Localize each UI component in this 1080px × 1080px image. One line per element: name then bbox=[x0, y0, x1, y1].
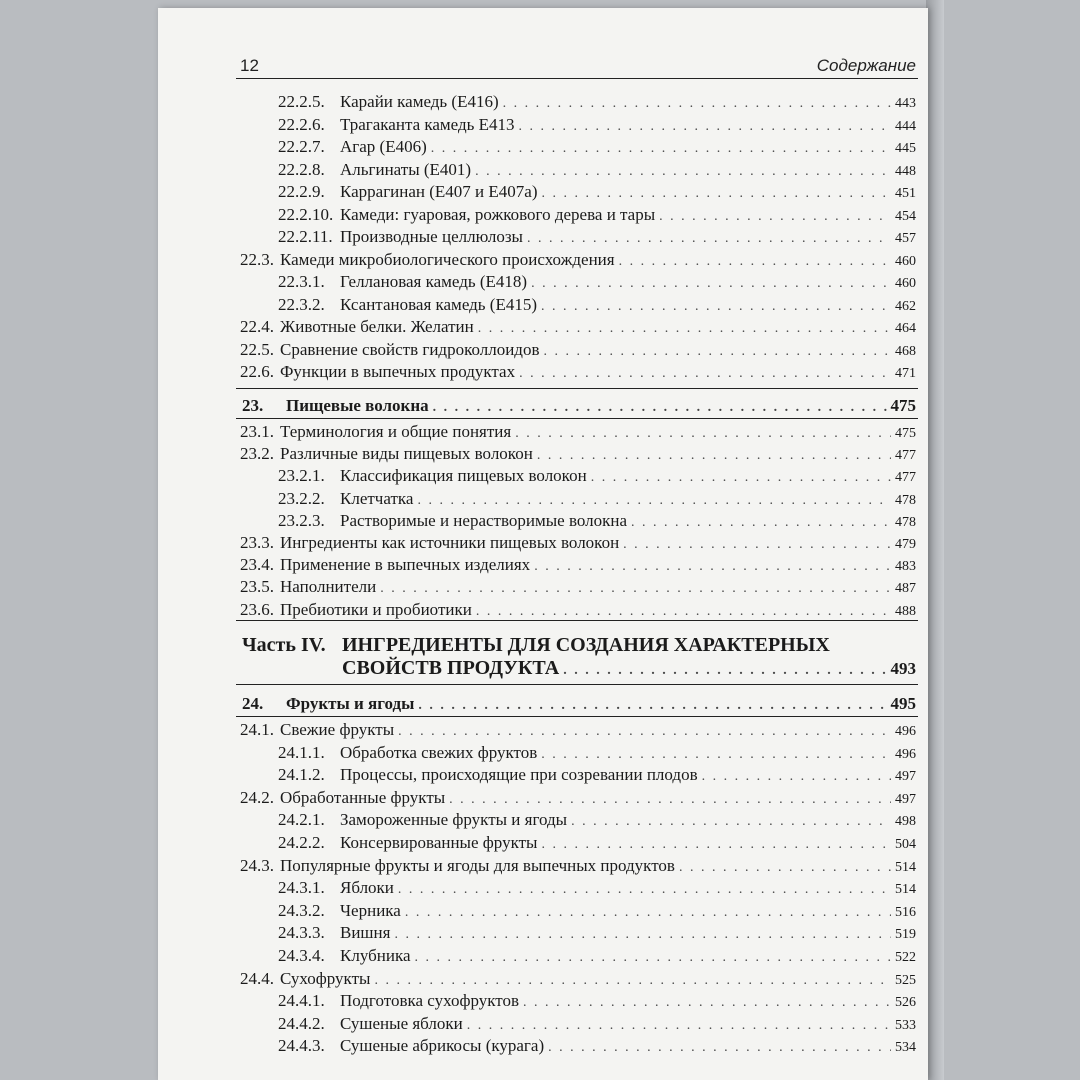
dot-leader bbox=[449, 790, 891, 810]
toc-entry-title: Функции в выпечных продуктах bbox=[280, 362, 516, 381]
toc-entry-title: Замороженные фрукты и ягоды bbox=[340, 810, 568, 830]
toc-entry-page: 516 bbox=[895, 904, 916, 920]
toc-subsection-row[interactable] bbox=[278, 765, 916, 787]
toc-entry-page: 497 bbox=[895, 769, 916, 785]
toc-entry-number: 22.3.1. bbox=[278, 272, 325, 291]
toc-section-row[interactable] bbox=[240, 340, 916, 362]
toc-entry-title: Камеди микробиологического происхождения bbox=[280, 249, 615, 269]
dot-leader bbox=[417, 491, 891, 511]
toc-entry-number: 24.1. bbox=[240, 720, 274, 739]
toc-entry-number: 24.1.1. bbox=[278, 742, 325, 762]
toc-entry-title: Альгинаты (Е401) bbox=[340, 159, 472, 179]
toc-entry-page: 504 bbox=[895, 837, 916, 852]
part-title-line1: ИНГРЕДИЕНТЫ ДЛЯ СОЗДАНИЯ ХАРАКТЕРНЫХ bbox=[342, 634, 830, 656]
toc-entry-title: Агар (Е406) bbox=[340, 137, 427, 156]
toc-entry-page: 460 bbox=[895, 253, 916, 269]
toc-entry-page: 487 bbox=[895, 581, 916, 597]
toc-subsection-row[interactable] bbox=[278, 160, 916, 182]
part-4-heading-line1[interactable] bbox=[242, 634, 830, 657]
toc-entry-number: 22.3.2. bbox=[278, 294, 325, 314]
toc-entry-page: 522 bbox=[895, 950, 916, 965]
running-title: Содержание bbox=[816, 56, 916, 75]
toc-entry-number: 23.3. bbox=[240, 533, 274, 552]
dot-leader bbox=[398, 880, 891, 900]
toc-entry-title: Сравнение свойств гидроколлоидов bbox=[280, 339, 540, 359]
toc-entry-title: Подготовка сухофруктов bbox=[340, 991, 520, 1011]
toc-entry-page: 525 bbox=[895, 972, 916, 988]
toc-entry-page: 533 bbox=[895, 1017, 916, 1033]
toc-section-row[interactable] bbox=[240, 600, 916, 622]
toc-subsection-row[interactable] bbox=[278, 946, 916, 968]
toc-entry-title: Растворимые и нерастворимые волокна bbox=[340, 510, 628, 530]
toc-entry-title: Производные целлюлозы bbox=[340, 227, 523, 246]
toc-entry-number: 24.2. bbox=[240, 787, 274, 807]
toc-entry-title: Черника bbox=[340, 900, 401, 920]
dot-leader bbox=[659, 207, 891, 227]
toc-subsection-row[interactable] bbox=[278, 810, 916, 832]
toc-section-row[interactable] bbox=[240, 250, 916, 272]
toc-entry-page: 483 bbox=[895, 559, 916, 575]
dot-leader bbox=[405, 903, 891, 923]
book-page bbox=[158, 8, 928, 1080]
toc-entry-page: 479 bbox=[895, 537, 916, 552]
toc-subsection-row[interactable] bbox=[278, 272, 916, 294]
toc-subsection-row[interactable] bbox=[278, 511, 916, 533]
dot-leader bbox=[563, 661, 886, 681]
chapter-number: 24. bbox=[242, 694, 264, 713]
chapter-number: 23. bbox=[242, 396, 264, 415]
toc-subsection-row[interactable] bbox=[278, 227, 916, 249]
toc-entry-number: 23.2.2. bbox=[278, 488, 325, 508]
toc-entry-page: 462 bbox=[895, 298, 916, 314]
toc-subsection-row[interactable] bbox=[278, 991, 916, 1013]
toc-entry-number: 24.3.2. bbox=[278, 900, 325, 920]
toc-subsection-row[interactable] bbox=[278, 137, 916, 159]
table-of-contents bbox=[158, 8, 928, 1080]
dot-leader bbox=[623, 535, 891, 555]
toc-entry-title: Камеди: гуаровая, рожкового дерева и тары bbox=[340, 204, 656, 224]
dot-leader bbox=[519, 117, 891, 137]
toc-subsection-row[interactable] bbox=[278, 489, 916, 511]
toc-entry-page: 478 bbox=[895, 492, 916, 508]
toc-entry-page: 460 bbox=[895, 276, 916, 291]
toc-entry-title: Консервированные фрукты bbox=[340, 833, 538, 852]
part-title-line2: СВОЙСТВ ПРОДУКТА bbox=[342, 657, 560, 679]
toc-entry-title: Наполнители bbox=[280, 577, 377, 597]
dot-leader bbox=[515, 424, 891, 444]
toc-subsection-row[interactable] bbox=[278, 901, 916, 923]
toc-entry-page: 496 bbox=[895, 724, 916, 739]
toc-entry-title: Пребиотики и пробиотики bbox=[280, 599, 472, 619]
toc-entry-number: 24.3.1. bbox=[278, 878, 325, 898]
toc-entry-number: 24.4.3. bbox=[278, 1036, 325, 1056]
toc-entry-number: 22.2.7. bbox=[278, 137, 325, 156]
toc-entry-number: 22.2.8. bbox=[278, 159, 325, 179]
toc-entry-page: 497 bbox=[895, 791, 916, 807]
dot-leader bbox=[503, 94, 891, 114]
dot-leader bbox=[541, 745, 891, 765]
chapter-24-bottom-rule bbox=[236, 716, 918, 717]
book-spine-edge bbox=[926, 0, 944, 1080]
toc-entry-title: Клубника bbox=[340, 946, 411, 965]
toc-entry-title: Популярные фрукты и ягоды для выпечных продуктов bbox=[280, 855, 675, 875]
toc-entry-title: Различные виды пищевых волокон bbox=[280, 444, 533, 464]
toc-subsection-row[interactable] bbox=[278, 1036, 916, 1058]
toc-section-row[interactable] bbox=[240, 856, 916, 878]
toc-entry-number: 23.2. bbox=[240, 444, 274, 464]
dot-leader bbox=[542, 184, 891, 204]
toc-entry-number: 24.4.1. bbox=[278, 991, 325, 1011]
toc-entry-page: 457 bbox=[895, 231, 916, 246]
toc-entry-title: Обработка свежих фруктов bbox=[340, 742, 538, 762]
toc-entry-page: 498 bbox=[895, 814, 916, 830]
dot-leader bbox=[433, 398, 887, 418]
dot-leader bbox=[398, 722, 891, 742]
toc-entry-title: Классификация пищевых волокон bbox=[340, 466, 587, 486]
toc-entry-number: 22.4. bbox=[240, 317, 274, 336]
toc-entry-number: 24.2.2. bbox=[278, 833, 325, 852]
toc-entry-number: 22.2.10. bbox=[278, 204, 334, 224]
toc-entry-page: 451 bbox=[895, 186, 916, 201]
toc-entry-title: Геллановая камедь (Е418) bbox=[340, 272, 528, 291]
toc-entry-title: Ксантановая камедь (Е415) bbox=[340, 294, 537, 314]
chapter-23-heading[interactable] bbox=[242, 396, 916, 418]
toc-entry-page: 448 bbox=[895, 163, 916, 179]
chapter-23-bottom-rule bbox=[236, 418, 918, 419]
dot-leader bbox=[394, 925, 891, 945]
dot-leader bbox=[467, 1016, 891, 1036]
part-4-bottom-rule bbox=[236, 684, 918, 685]
toc-entry-number: 23.4. bbox=[240, 555, 274, 575]
dot-leader bbox=[380, 579, 891, 599]
toc-entry-number: 24.4.2. bbox=[278, 1013, 325, 1033]
chapter-page: 475 bbox=[890, 396, 916, 415]
toc-entry-number: 22.6. bbox=[240, 362, 274, 381]
toc-subsection-row[interactable] bbox=[278, 115, 916, 137]
dot-leader bbox=[619, 252, 891, 272]
toc-entry-page: 488 bbox=[895, 603, 916, 619]
page-number: 12 bbox=[240, 56, 259, 75]
chapter-23-top-rule bbox=[236, 388, 918, 389]
dot-leader bbox=[431, 139, 891, 159]
toc-entry-number: 24.2.1. bbox=[278, 810, 325, 830]
toc-entry-number: 23.6. bbox=[240, 599, 274, 619]
toc-section-row[interactable] bbox=[240, 577, 916, 599]
toc-section-row[interactable] bbox=[240, 788, 916, 810]
toc-section-row[interactable] bbox=[240, 422, 916, 444]
toc-entry-page: 471 bbox=[895, 366, 916, 381]
toc-section-row[interactable] bbox=[240, 444, 916, 466]
dot-leader bbox=[519, 364, 891, 384]
toc-section-row[interactable] bbox=[240, 969, 916, 991]
toc-entry-title: Яблоки bbox=[340, 878, 394, 898]
chapter-page: 495 bbox=[890, 694, 916, 713]
toc-entry-page: 514 bbox=[895, 882, 916, 898]
toc-entry-title: Клетчатка bbox=[340, 488, 414, 508]
dot-leader bbox=[475, 162, 891, 182]
toc-subsection-row[interactable] bbox=[278, 205, 916, 227]
toc-entry-number: 24.4. bbox=[240, 968, 274, 988]
part-4-heading-line2[interactable] bbox=[342, 658, 916, 681]
toc-entry-page: 443 bbox=[895, 96, 916, 111]
toc-entry-title: Вишня bbox=[340, 923, 391, 943]
dot-leader bbox=[631, 513, 891, 533]
toc-entry-page: 526 bbox=[895, 995, 916, 1011]
toc-entry-title: Процессы, происходящие при созревании плодов bbox=[340, 765, 698, 785]
dot-leader bbox=[476, 602, 891, 622]
toc-entry-number: 22.3. bbox=[240, 249, 274, 269]
toc-subsection-row[interactable] bbox=[278, 295, 916, 317]
toc-entry-page: 514 bbox=[895, 859, 916, 875]
toc-entry-title: Сухофрукты bbox=[280, 968, 371, 988]
toc-entry-number: 23.2.3. bbox=[278, 510, 325, 530]
toc-entry-title: Трагаканта камедь Е413 bbox=[340, 114, 515, 134]
toc-entry-number: 22.2.9. bbox=[278, 182, 325, 201]
dot-leader bbox=[478, 319, 891, 339]
dot-leader bbox=[374, 971, 891, 991]
toc-entry-title: Применение в выпечных изделиях bbox=[280, 555, 531, 575]
dot-leader bbox=[537, 446, 891, 466]
toc-subsection-row[interactable] bbox=[278, 92, 916, 114]
chapter-title: Фрукты и ягоды bbox=[286, 694, 415, 713]
toc-entry-page: 464 bbox=[895, 321, 916, 336]
toc-entry-number: 22.5. bbox=[240, 339, 274, 359]
toc-entry-title: Ингредиенты как источники пищевых волокон bbox=[280, 533, 620, 552]
dot-leader bbox=[548, 1038, 891, 1058]
dot-leader bbox=[534, 557, 891, 577]
toc-subsection-row[interactable] bbox=[278, 878, 916, 900]
toc-entry-title: Карайи камедь (Е416) bbox=[340, 92, 499, 111]
dot-leader bbox=[591, 468, 891, 488]
toc-entry-title: Свежие фрукты bbox=[280, 720, 395, 739]
toc-section-row[interactable] bbox=[240, 533, 916, 555]
toc-entry-page: 475 bbox=[895, 426, 916, 441]
dot-leader bbox=[543, 342, 891, 362]
part-page: 493 bbox=[890, 659, 916, 678]
toc-entry-title: Каррагинан (Е407 и Е407а) bbox=[340, 182, 538, 201]
toc-section-row[interactable] bbox=[240, 362, 916, 384]
dot-leader bbox=[531, 274, 891, 294]
toc-entry-number: 23.2.1. bbox=[278, 466, 325, 486]
toc-section-row[interactable] bbox=[240, 317, 916, 339]
toc-entry-number: 24.3.3. bbox=[278, 923, 325, 943]
toc-entry-number: 22.2.11. bbox=[278, 227, 333, 246]
dot-leader bbox=[418, 696, 886, 716]
dot-leader bbox=[541, 297, 891, 317]
toc-subsection-row[interactable] bbox=[278, 833, 916, 855]
toc-entry-number: 24.1.2. bbox=[278, 765, 325, 785]
toc-entry-page: 519 bbox=[895, 927, 916, 943]
toc-entry-title: Сушеные абрикосы (курага) bbox=[340, 1036, 545, 1056]
toc-subsection-row[interactable] bbox=[278, 743, 916, 765]
toc-entry-number: 22.2.6. bbox=[278, 114, 325, 134]
toc-entry-title: Животные белки. Желатин bbox=[280, 317, 474, 336]
toc-subsection-row[interactable] bbox=[278, 923, 916, 945]
toc-entry-page: 454 bbox=[895, 208, 916, 224]
part-label: Часть IV. bbox=[242, 634, 326, 656]
toc-entry-page: 444 bbox=[895, 118, 916, 134]
toc-entry-page: 468 bbox=[895, 343, 916, 359]
toc-subsection-row[interactable] bbox=[278, 182, 916, 204]
toc-entry-title: Сушеные яблоки bbox=[340, 1013, 463, 1033]
toc-entry-title: Терминология и общие понятия bbox=[280, 422, 512, 441]
toc-entry-number: 24.3.4. bbox=[278, 946, 325, 965]
chapter-title: Пищевые волокна bbox=[286, 396, 429, 415]
toc-subsection-row[interactable] bbox=[278, 466, 916, 488]
dot-leader bbox=[523, 993, 891, 1013]
chapter-24-heading[interactable] bbox=[242, 694, 916, 716]
dot-leader bbox=[571, 812, 891, 832]
toc-entry-page: 534 bbox=[895, 1040, 916, 1056]
toc-entry-number: 22.2.5. bbox=[278, 92, 325, 111]
dot-leader bbox=[679, 858, 891, 878]
dot-leader bbox=[702, 767, 891, 787]
toc-entry-page: 477 bbox=[895, 470, 916, 486]
dot-leader bbox=[527, 229, 891, 249]
toc-entry-number: 24.3. bbox=[240, 855, 274, 875]
toc-entry-number: 23.1. bbox=[240, 422, 274, 441]
dot-leader bbox=[415, 948, 892, 968]
toc-entry-page: 496 bbox=[895, 746, 916, 762]
toc-entry-page: 477 bbox=[895, 448, 916, 464]
toc-entry-page: 445 bbox=[895, 141, 916, 156]
toc-subsection-row[interactable] bbox=[278, 1014, 916, 1036]
toc-section-row[interactable] bbox=[240, 720, 916, 742]
dot-leader bbox=[541, 835, 891, 855]
toc-entry-number: 23.5. bbox=[240, 577, 274, 597]
toc-entry-title: Обработанные фрукты bbox=[280, 787, 446, 807]
toc-entry-page: 478 bbox=[895, 514, 916, 530]
toc-section-row[interactable] bbox=[240, 555, 916, 577]
